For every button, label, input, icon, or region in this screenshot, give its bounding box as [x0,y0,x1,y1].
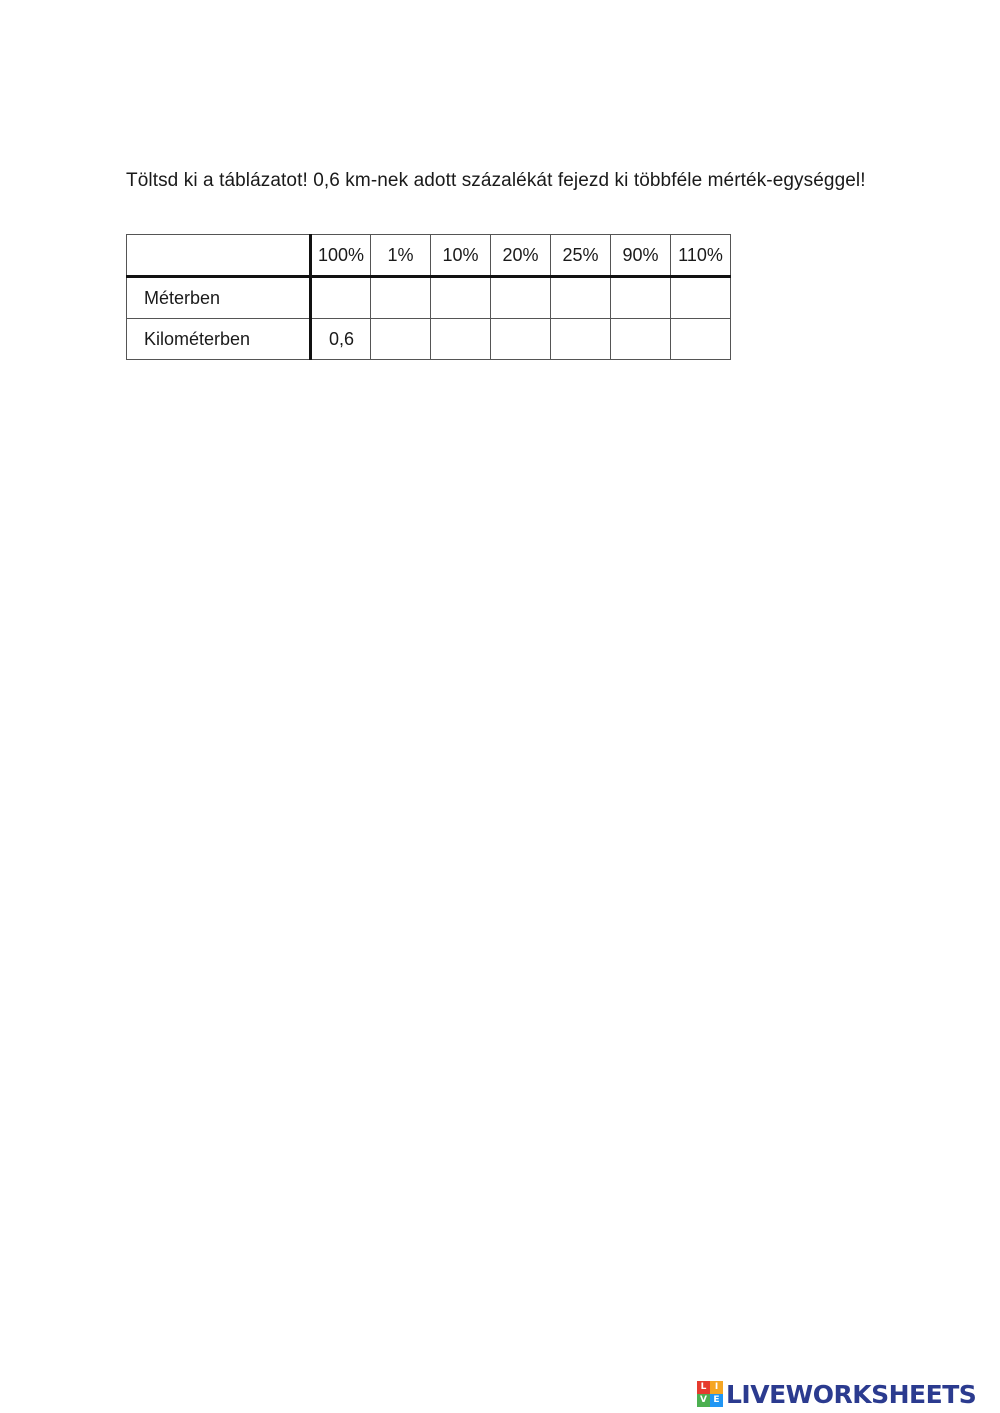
answer-cell[interactable] [311,277,371,319]
table-row-meters [127,277,731,319]
logo-letter-l: L [697,1381,710,1394]
header-cell-100-percent: 100% [311,235,371,277]
table-row-kilometers [127,319,731,360]
answer-cell[interactable] [431,277,491,319]
row-label-meters: Méterben [127,277,311,319]
header-cell-1-percent: 1% [371,235,431,277]
header-cell-20-percent: 20% [491,235,551,277]
logo-letter-v: V [697,1394,710,1407]
liveworksheets-logo [697,1379,976,1409]
answer-cell[interactable] [551,319,611,360]
answer-cell[interactable] [431,319,491,360]
row-label-kilometers: Kilométerben [127,319,311,360]
exercise-instruction: Töltsd ki a táblázatot! 0,6 km-nek adott százalékát fejezd ki többféle mérték-egységgel! [126,170,866,191]
header-cell-25-percent: 25% [551,235,611,277]
answer-cell[interactable] [491,319,551,360]
answer-cell[interactable] [671,277,731,319]
header-cell-110-percent: 110% [671,235,731,277]
table-header-row [127,235,731,277]
answer-cell[interactable] [371,277,431,319]
given-value-cell: 0,6 [311,319,371,360]
brand-name: LIVEWORKSHEETS [726,1379,977,1409]
answer-cell[interactable] [491,277,551,319]
logo-letter-i: I [710,1381,723,1394]
answer-cell[interactable] [371,319,431,360]
liveworksheets-icon [697,1381,723,1407]
header-cell-90-percent: 90% [611,235,671,277]
answer-cell[interactable] [611,277,671,319]
answer-cell[interactable] [611,319,671,360]
answer-cell[interactable] [671,319,731,360]
percentage-table [126,234,731,360]
header-cell-10-percent: 10% [431,235,491,277]
logo-letter-e: E [710,1394,723,1407]
table-corner-cell [127,235,311,277]
answer-cell[interactable] [551,277,611,319]
